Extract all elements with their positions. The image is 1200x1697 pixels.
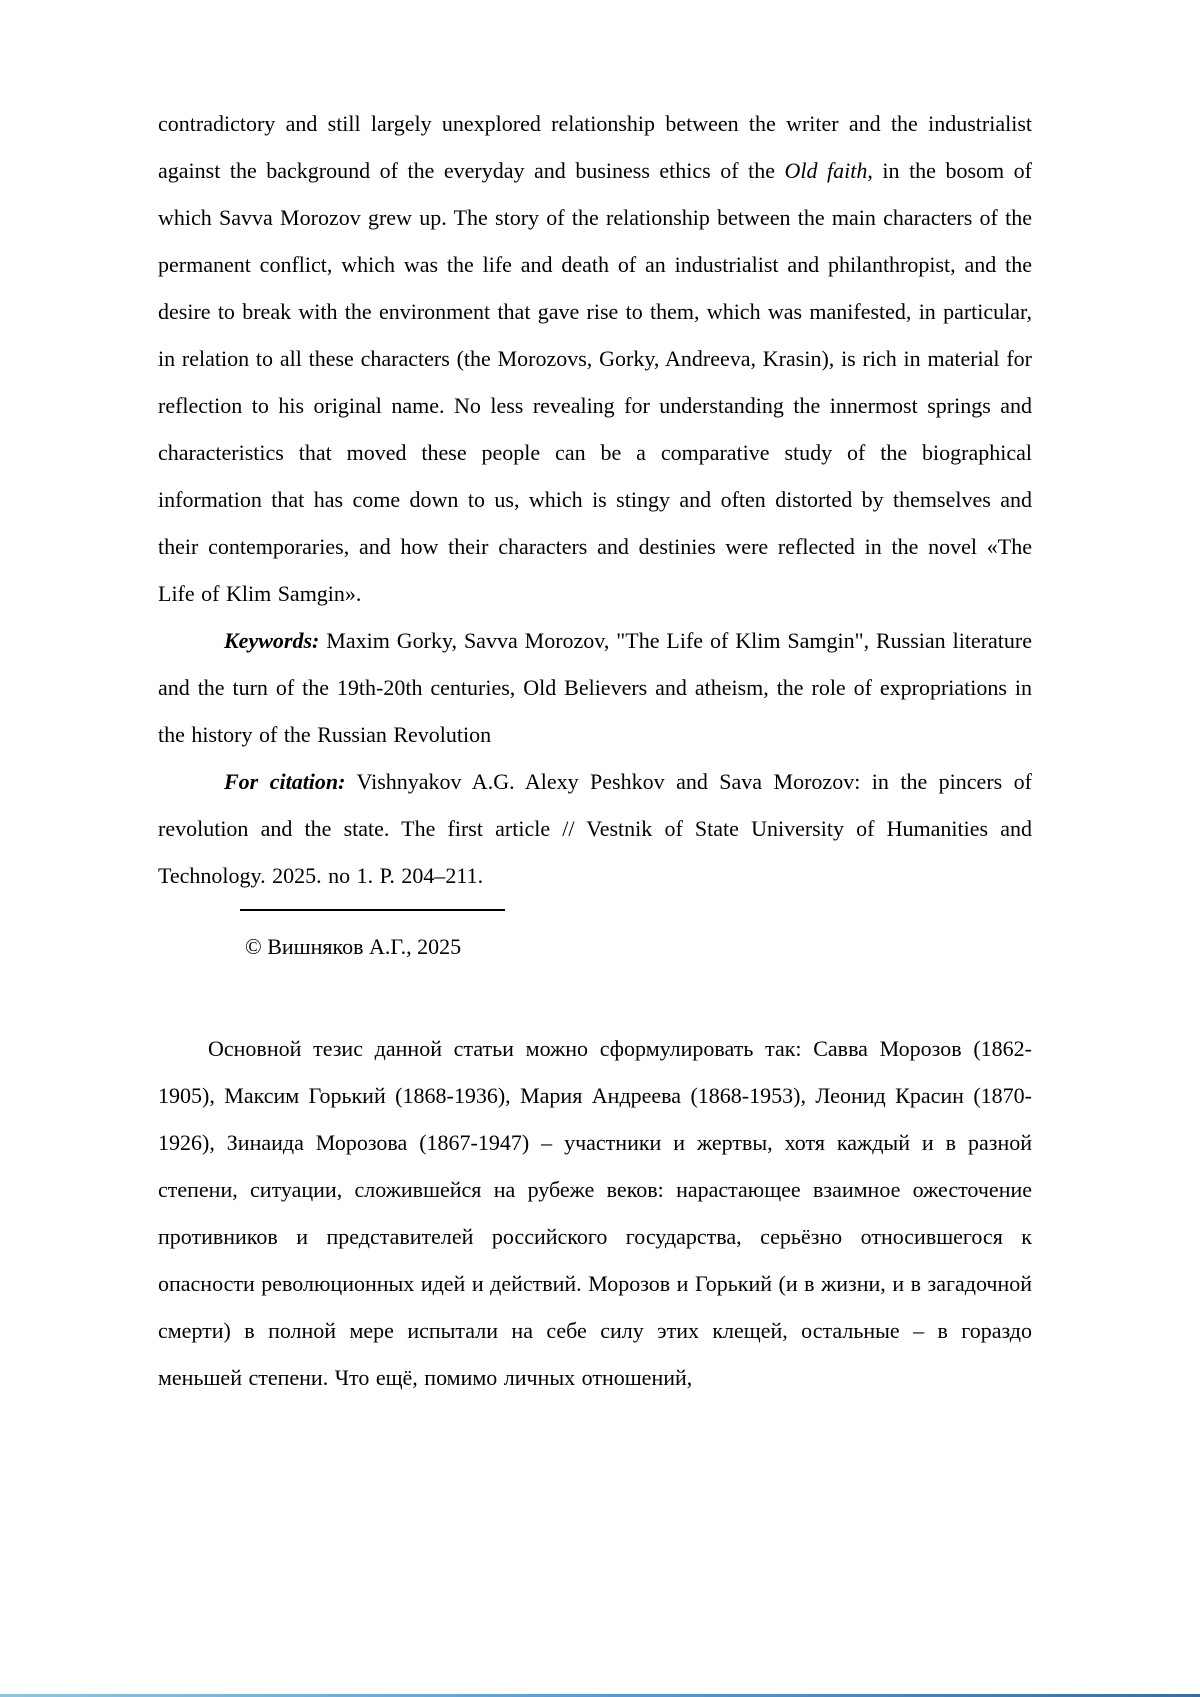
citation-paragraph	[158, 758, 1032, 899]
citation-label: For citation:	[224, 769, 346, 794]
keywords-text: Maxim Gorky, Savva Morozov, "The Life of Klim Samgin", Russian literature and the turn of the 19th-20th centuries, Old Believers and atheism, the role of expropriations in the history of the Russian Revolution	[158, 628, 1032, 747]
keywords-paragraph	[158, 617, 1032, 758]
footnote-separator-line	[240, 909, 505, 911]
copyright-line: © Вишняков А.Г., 2025	[245, 934, 462, 959]
citation-text: Vishnyakov A.G. Alexy Peshkov and Sava Morozov: in the pincers of revolution and the state. The first article // Vestnik of State University of Humanities and Technology. 2025. no 1. P. 204–211.	[158, 769, 1033, 888]
keywords-label: Keywords:	[224, 628, 320, 653]
abstract-text-before-italic: contradictory and still largely unexplored relationship between the writer and the industrialist against the background of the everyday and business ethics of the	[158, 111, 1032, 183]
page-content	[158, 100, 1032, 1401]
abstract-paragraph	[158, 100, 1032, 617]
russian-body-paragraph: Основной тезис данной статьи можно сформулировать так: Савва Морозов (1862-1905), Максим Горький (1868-1936), Мария Андреева (1868-1953), Леонид Красин (1870-1926), Зинаида Морозова (1867-1947) – участники и жертвы, хотя каждый и в разной степени, ситуации, сложившейся на рубеже веков: нарастающее взаимное ожесточение противников и представителей российского государства, серьёзно относившегося к опасности революционных идей и действий. Морозов и Горький (и в жизни, и в загадочной смерти) в полной мере испытали на себе силу этих клещей, остальные – в гораздо меньшей степени. Что ещё, помимо личных отношений,	[158, 1036, 1032, 1390]
abstract-italic-old-faith: Old faith	[784, 158, 868, 183]
abstract-text-after-italic: , in the bosom of which Savva Morozov grew up. The story of the relationship between the main characters of the permanent conflict, which was the life and death of an industrialist and philanthropist, and the desire to break with the environment that gave rise to them, which was manifested, in particular, in relation to all these characters (the Morozovs, Gorky, Andreeva, Krasin), is rich in material for reflection to his original name. No less revealing for understanding the innermost springs and characteristics that moved these people can be a comparative study of the biographical information that has come down to us, which is stingy and often distorted by themselves and their contemporaries, and how their characters and destinies were reflected in the novel «The Life of Klim Samgin».	[158, 158, 1033, 606]
